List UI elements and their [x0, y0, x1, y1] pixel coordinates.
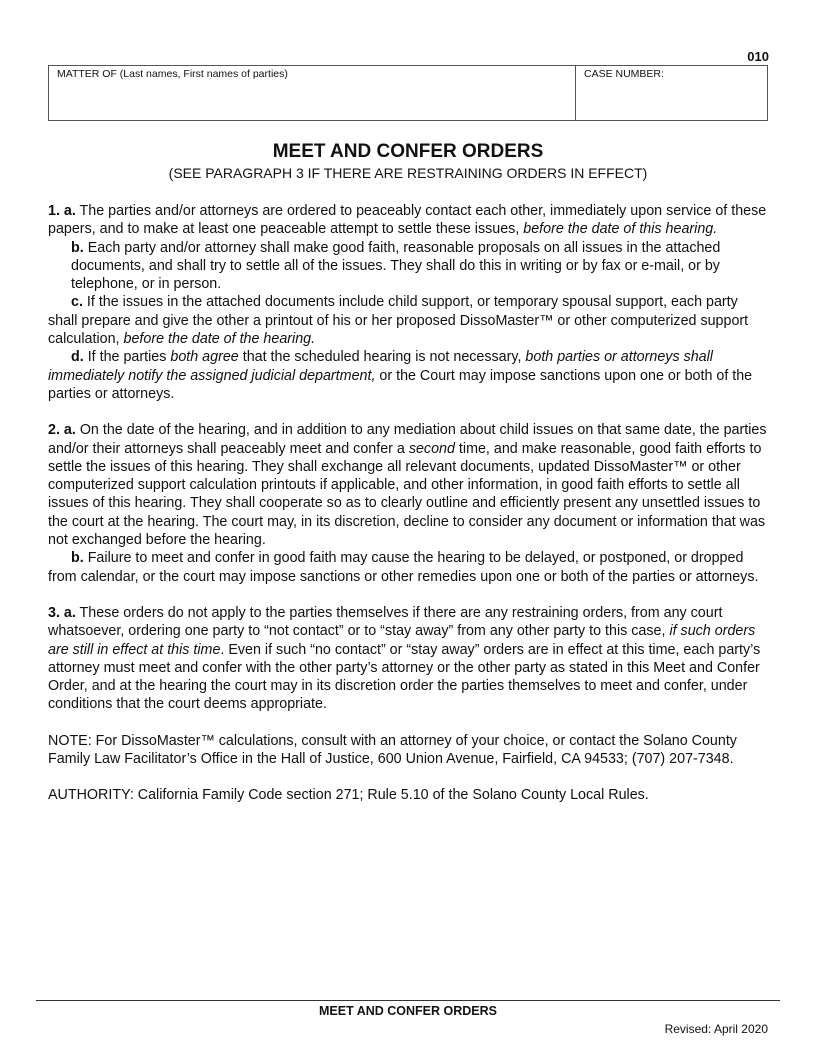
paragraph-text: On the date of the hearing, and in addition to any mediation about child issues on that same date, the parties and/or their attorneys shall peaceably meet and confer a [48, 422, 767, 457]
paragraph-text: . Even if such “no contact” or “stay away” orders are in effect at this time, each party’s attorney must meet and confer with the other party’s attorney or the other party as stated in this Meet and Confer Order, and at the hearing the court may in its discretion order the parties themselves to meet and confer, under conditions that the court deems appropriate. [48, 641, 761, 713]
matter-of-field[interactable] [49, 66, 576, 120]
case-number-field[interactable] [576, 66, 767, 120]
case-number-label: CASE NUMBER: [584, 68, 664, 80]
footer-title: MEET AND CONFER ORDERS [318, 1004, 497, 1018]
paragraph-marker: 1. a. [48, 203, 76, 219]
authority-paragraph: AUTHORITY: California Family Code section 271; Rule 5.10 of the Solano County Local Rules. [48, 787, 649, 804]
paragraph-text: that the scheduled hearing is not necessary, [242, 349, 522, 366]
paragraph-text: These orders do not apply to the parties themselves if there are any restraining orders, from any court whatsoever, ordering one party to “not contact” or to “stay away” from any other party to this case, [48, 604, 723, 640]
paragraph-emphasis: second [408, 440, 455, 457]
paragraph-marker: b. [71, 239, 84, 256]
spacer [48, 586, 770, 604]
footer-divider [36, 1000, 780, 1001]
paragraph-text: or the Court may impose sanctions upon one or both of the parties or attorneys. [48, 367, 753, 402]
paragraph-text: If the issues in the attached documents include child support, or temporary spousal support, each party shall prepare and give the other a printout of his or her proposed DissoMaster™ or other computerized support calculation, [48, 294, 749, 348]
paragraph-text: If the parties [87, 349, 167, 366]
paragraph-text: Failure to meet and confer in good faith may cause the hearing to be delayed, or postponed, or dropped from calendar, or the court may impose sanctions or other remedies upon one or both of the parties or attorneys. [48, 550, 759, 585]
paragraph-text: Each party and/or attorney shall make good faith, reasonable proposals on all issues in the attached documents, and shall try to settle all of the issues. They shall do this in writing or by fax or e-mail, or by telephone, or in person. [71, 239, 721, 293]
paragraph-text: time, and make reasonable, good faith efforts to settle the issues of this hearing. They shall exchange all relevant documents, updated DissoMaster™ or other computerized support calculation printouts if applicable, and other information, in good faith efforts to settle all issues of this hearing. They shall cooperate so as to clearly outline and efficiently present any unsettled issues to the court at the hearing. The court may, in its discretion, decline to consider any document or information that was not exchanged before the hearing. [48, 440, 766, 549]
paragraph-marker: d. [71, 349, 84, 366]
paragraph-text: The parties and/or attorneys are ordered to peaceably contact each other, immediately upon service of these papers, and to make at least one peaceable attempt to settle these issues, [48, 203, 767, 238]
matter-of-label: MATTER OF (Last names, First names of parties) [57, 68, 288, 80]
paragraph-marker: 2. a. [48, 422, 76, 439]
paragraph-marker: 3. a. [48, 604, 76, 621]
paragraph-3a [48, 604, 770, 714]
paragraph-marker: c. [71, 294, 83, 311]
case-header-box [48, 65, 768, 121]
order-body [48, 202, 770, 805]
page-subtitle: (SEE PARAGRAPH 3 IF THERE ARE RESTRAINING ORDERS IN EFFECT) [168, 165, 648, 181]
spacer [48, 403, 770, 421]
page-title: MEET AND CONFER ORDERS [272, 141, 544, 162]
paragraph-emphasis: before the date of this hearing. [523, 221, 718, 238]
paragraph-emphasis: both agree [170, 349, 239, 366]
paragraph-1d [48, 348, 770, 403]
paragraph-emphasis: before the date of the hearing. [123, 331, 316, 348]
paragraph-emphasis: both parties or attorneys shall immediately notify the assigned judicial department, [48, 349, 713, 384]
paragraph-emphasis: if such orders are still in effect at this time [48, 623, 756, 658]
paragraph-1b [48, 239, 770, 294]
form-number: 010 [747, 49, 769, 64]
paragraph-2a [48, 421, 770, 549]
spacer [48, 714, 770, 732]
paragraph-1c [48, 293, 770, 348]
note-paragraph: NOTE: For DissoMaster™ calculations, consult with an attorney of your choice, or contact the Solano County Family Law Facilitator’s Office in the Hall of Justice, 600 Union Avenue, Fairfield, CA 94533; (707) 207-7348. [48, 732, 737, 768]
paragraph-2b [48, 549, 770, 586]
paragraph-1a [48, 202, 770, 239]
revision-date: Revised: April 2020 [664, 1022, 768, 1036]
paragraph-marker: b. [71, 550, 84, 567]
spacer [48, 768, 770, 786]
